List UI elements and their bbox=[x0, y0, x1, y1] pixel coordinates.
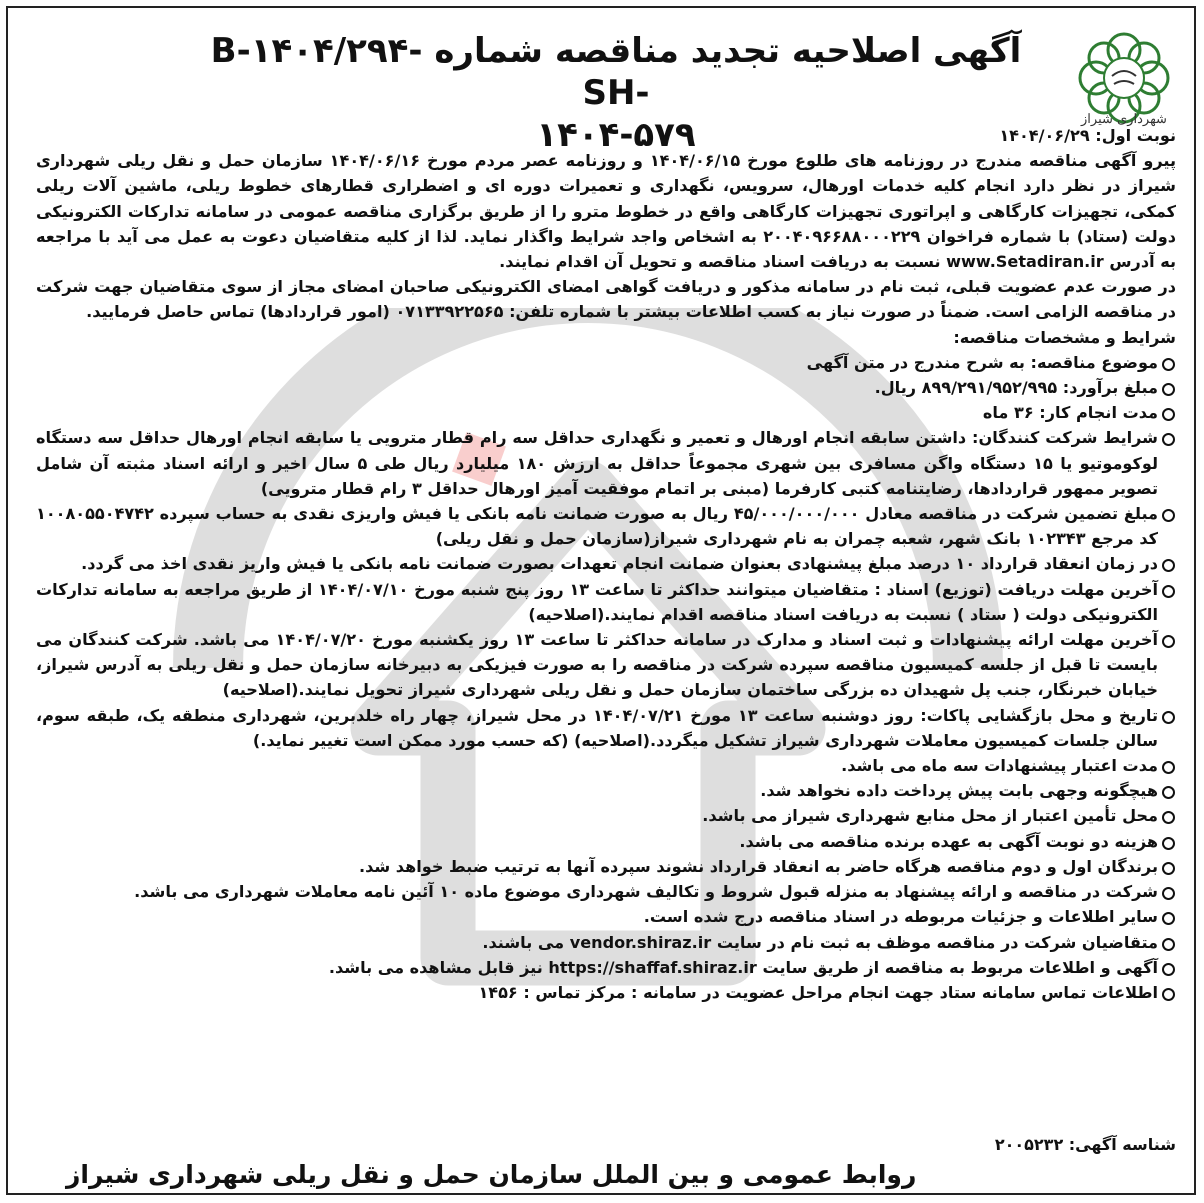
signature: روابط عمومی و بین الملل سازمان حمل و نقل ریلی شهرداری شیراز bbox=[66, 1160, 917, 1189]
intro-text: پیرو آگهی مناقصه مندرج در روزنامه های طلوع مورخ ۱۴۰۴/۰۶/۱۵ و روزنامه عصر مردم مورخ ۱۴۰۴/۰۶/۱۶ سازمان حمل و نقل ریلی شهرداری شیراز در نظر دارد انجام کلیه خدمات اورهال، سرویس، نگهداری و تعمیرات دوره ای و اضطراری قطارهای خطوط ریلی، ماشین آلات ریلی کمکی، تجهیزات کارگاهی و اپراتوری تجهیزات کارگاهی واقع در خطوط مترو را از طریق برگزاری مناقصه عمومی در سامانه تدارکات الکترونیکی دولت (ستاد) با شماره فراخوان ۲۰۰۴۰۹۶۶۸۸۰۰۰۲۲۹ به اشخاص واجد شرایط واگذار نماید. لذا از کلیه متقاضیان دعوت به عمل می آید با مراجعه به آدرس bbox=[36, 151, 1176, 272]
title-number: B-۱۴۰۴/۲۹۴-SH- bbox=[210, 31, 650, 113]
title-prefix: آگهی اصلاحیه تجدید مناقصه شماره bbox=[434, 31, 1022, 71]
turn-date: نوبت اول: ۱۴۰۴/۰۶/۲۹ bbox=[999, 126, 1176, 145]
list-item: برندگان اول و دوم مناقصه هرگاه حاضر به انعقاد قرارداد نشوند سپرده آنها به ترتیب ضبط خواهد شد. bbox=[36, 854, 1176, 879]
advertisement-frame bbox=[6, 6, 1196, 1195]
ad-id: شناسه آگهی: ۲۰۰۵۲۳۲ bbox=[994, 1135, 1176, 1154]
vendor-tail: می باشند. bbox=[482, 932, 565, 952]
shaffaf-link[interactable]: https://shaffaf.shiraz.ir bbox=[548, 957, 757, 977]
setadiran-link[interactable]: www.Setadiran.ir bbox=[946, 252, 1104, 272]
conditions-heading: شرایط و مشخصات مناقصه: bbox=[953, 327, 1176, 347]
list-item: موضوع مناقصه: به شرح مندرج در متن آگهی bbox=[36, 350, 1176, 375]
list-item: هیچگونه وجهی بابت پیش پرداخت داده نخواهد شد. bbox=[36, 778, 1176, 803]
advertisement-body bbox=[36, 123, 1176, 1005]
vendor-text: متقاضیان شرکت در مناقصه موظف به ثبت نام در سایت bbox=[716, 932, 1158, 952]
list-item: مبلغ تضمین شرکت در مناقصه معادل ۴۵/۰۰۰/۰۰۰/۰۰۰ ریال به صورت ضمانت نامه بانکی یا فیش واریزی نقدی به حساب سپرده ۱۰۰۸۰۵۵۰۴۷۴۲ کد مرجع ۱۰۲۳۴۳ بانک شهر، شعبه چمران به نام شهرداری شیراز(سازمان حمل و نقل ریلی) bbox=[36, 501, 1176, 551]
shaffaf-item bbox=[36, 955, 1176, 980]
list-item: محل تأمین اعتبار از محل منابع شهرداری شیراز می باشد. bbox=[36, 803, 1176, 828]
logo-caption: شهرداری شیراز bbox=[1081, 112, 1167, 127]
registration-paragraph: در صورت عدم عضویت قبلی، ثبت نام در سامانه مذکور و دریافت گواهی امضای الکترونیکی صاحبان امضای مجاز از سوی متقاضیان جهت شرکت در مناقصه الزامی است. ضمناً در صورت نیاز به کسب اطلاعات بیشتر با شماره تلفن: ۰۷۱۳۳۹۲۲۵۶۵ (امور قراردادها) تماس حاصل فرمایید. bbox=[36, 277, 1176, 322]
list-item: آخرین مهلت ارائه پیشنهادات و ثبت اسناد و مدارک در سامانه حداکثر تا ساعت ۱۳ روز یکشنبه مورخ ۱۴۰۴/۰۷/۲۰ می باشد. شرکت کنندگان می بایست تا قبل از جلسه کمیسیون مناقصه سپرده شرکت در مناقصه را به صورت فیزیکی به دبیرخانه سازمان حمل و نقل ریلی به آدرس شیراز، خیابان خبرنگار، جنب پل شهیدان ده بزرگی ساختمان سازمان حمل و نقل ریلی شهرداری شیراز تحویل نمایند.(اصلاحیه) bbox=[36, 627, 1176, 703]
shaffaf-tail: نیز قابل مشاهده می باشد. bbox=[328, 957, 543, 977]
shaffaf-text: آگهی و اطلاعات مربوط به مناقصه از طریق سایت bbox=[762, 957, 1158, 977]
list-item: مدت اعتبار پیشنهادات سه ماه می باشد. bbox=[36, 753, 1176, 778]
intro-paragraph bbox=[36, 148, 1176, 274]
list-item: مدت انجام کار: ۳۶ ماه bbox=[36, 400, 1176, 425]
list-item: هزینه دو نوبت آگهی به عهده برنده مناقصه می باشد. bbox=[36, 829, 1176, 854]
title-number-line2: ۱۴۰۴-۵۷۹ bbox=[536, 115, 696, 155]
contact-item: اطلاعات تماس سامانه ستاد جهت انجام مراحل عضویت در سامانه : مرکز تماس : ۱۴۵۶ bbox=[36, 980, 1176, 1005]
list-item: تاریخ و محل بازگشایی پاکات: روز دوشنبه ساعت ۱۳ مورخ ۱۴۰۴/۰۷/۲۱ در محل شیراز، چهار راه خلدبرین، شهرداری منطقه یک، طبقه سوم، سالن جلسات کمیسیون معاملات شهرداری شیراز تشکیل میگردد.(اصلاحیه) (که حسب مورد ممکن است تغییر نماید.) bbox=[36, 703, 1176, 753]
vendor-link[interactable]: vendor.shiraz.ir bbox=[569, 932, 712, 952]
list-item: مبلغ برآورد: ۸۹۹/۲۹۱/۹۵۲/۹۹۵ ریال. bbox=[36, 375, 1176, 400]
intro-tail: نسبت به دریافت اسناد مناقصه و تحویل آن اقدام نمایند. bbox=[499, 252, 941, 272]
list-item: در زمان انعقاد قرارداد ۱۰ درصد مبلغ پیشنهادی بعنوان ضمانت انجام تعهدات بصورت ضمانت نامه بانکی یا فیش واریز نقدی اخذ می گردد. bbox=[36, 551, 1176, 576]
list-item: سایر اطلاعات و جزئیات مربوطه در اسناد مناقصه درج شده است. bbox=[36, 904, 1176, 929]
vendor-item bbox=[36, 930, 1176, 955]
list-item: آخرین مهلت دریافت (توزیع) اسناد : متقاضیان میتوانند حداکثر تا ساعت ۱۳ روز پنج شنبه مورخ ۱۴۰۴/۰۷/۱۰ از طریق مراجعه به سامانه تدارکات الکترونیکی دولت ( ستاد ) نسبت به دریافت اسناد مناقصه اقدام نمایند.(اصلاحیه) bbox=[36, 577, 1176, 627]
list-item: شرایط شرکت کنندگان: داشتن سابقه انجام اورهال و تعمیر و نگهداری حداقل سه رام قطار مترویی یا سابقه انجام اورهال حداقل سه دستگاه لوکوموتیو یا ۱۵ دستگاه واگن مسافری بین شهری مجموعاً حداقل به ارزش ۱۸۰ میلیارد ریال طی ۵ سال اخیر و ارائه اسناد مثبته آن شامل تصویر ممهور قراردادها، رضایتنامه کتبی کارفرما (مبنی بر اتمام موفقیت آمیز اورهال حداقل ۳ رام قطار مترویی) bbox=[36, 425, 1176, 501]
conditions-list bbox=[36, 350, 1176, 1005]
footer bbox=[36, 1133, 1176, 1193]
list-item: شرکت در مناقصه و ارائه پیشنهاد به منزله قبول شروط و تکالیف شهرداری موضوع ماده ۱۰ آئین نامه معاملات شهرداری می باشد. bbox=[36, 879, 1176, 904]
